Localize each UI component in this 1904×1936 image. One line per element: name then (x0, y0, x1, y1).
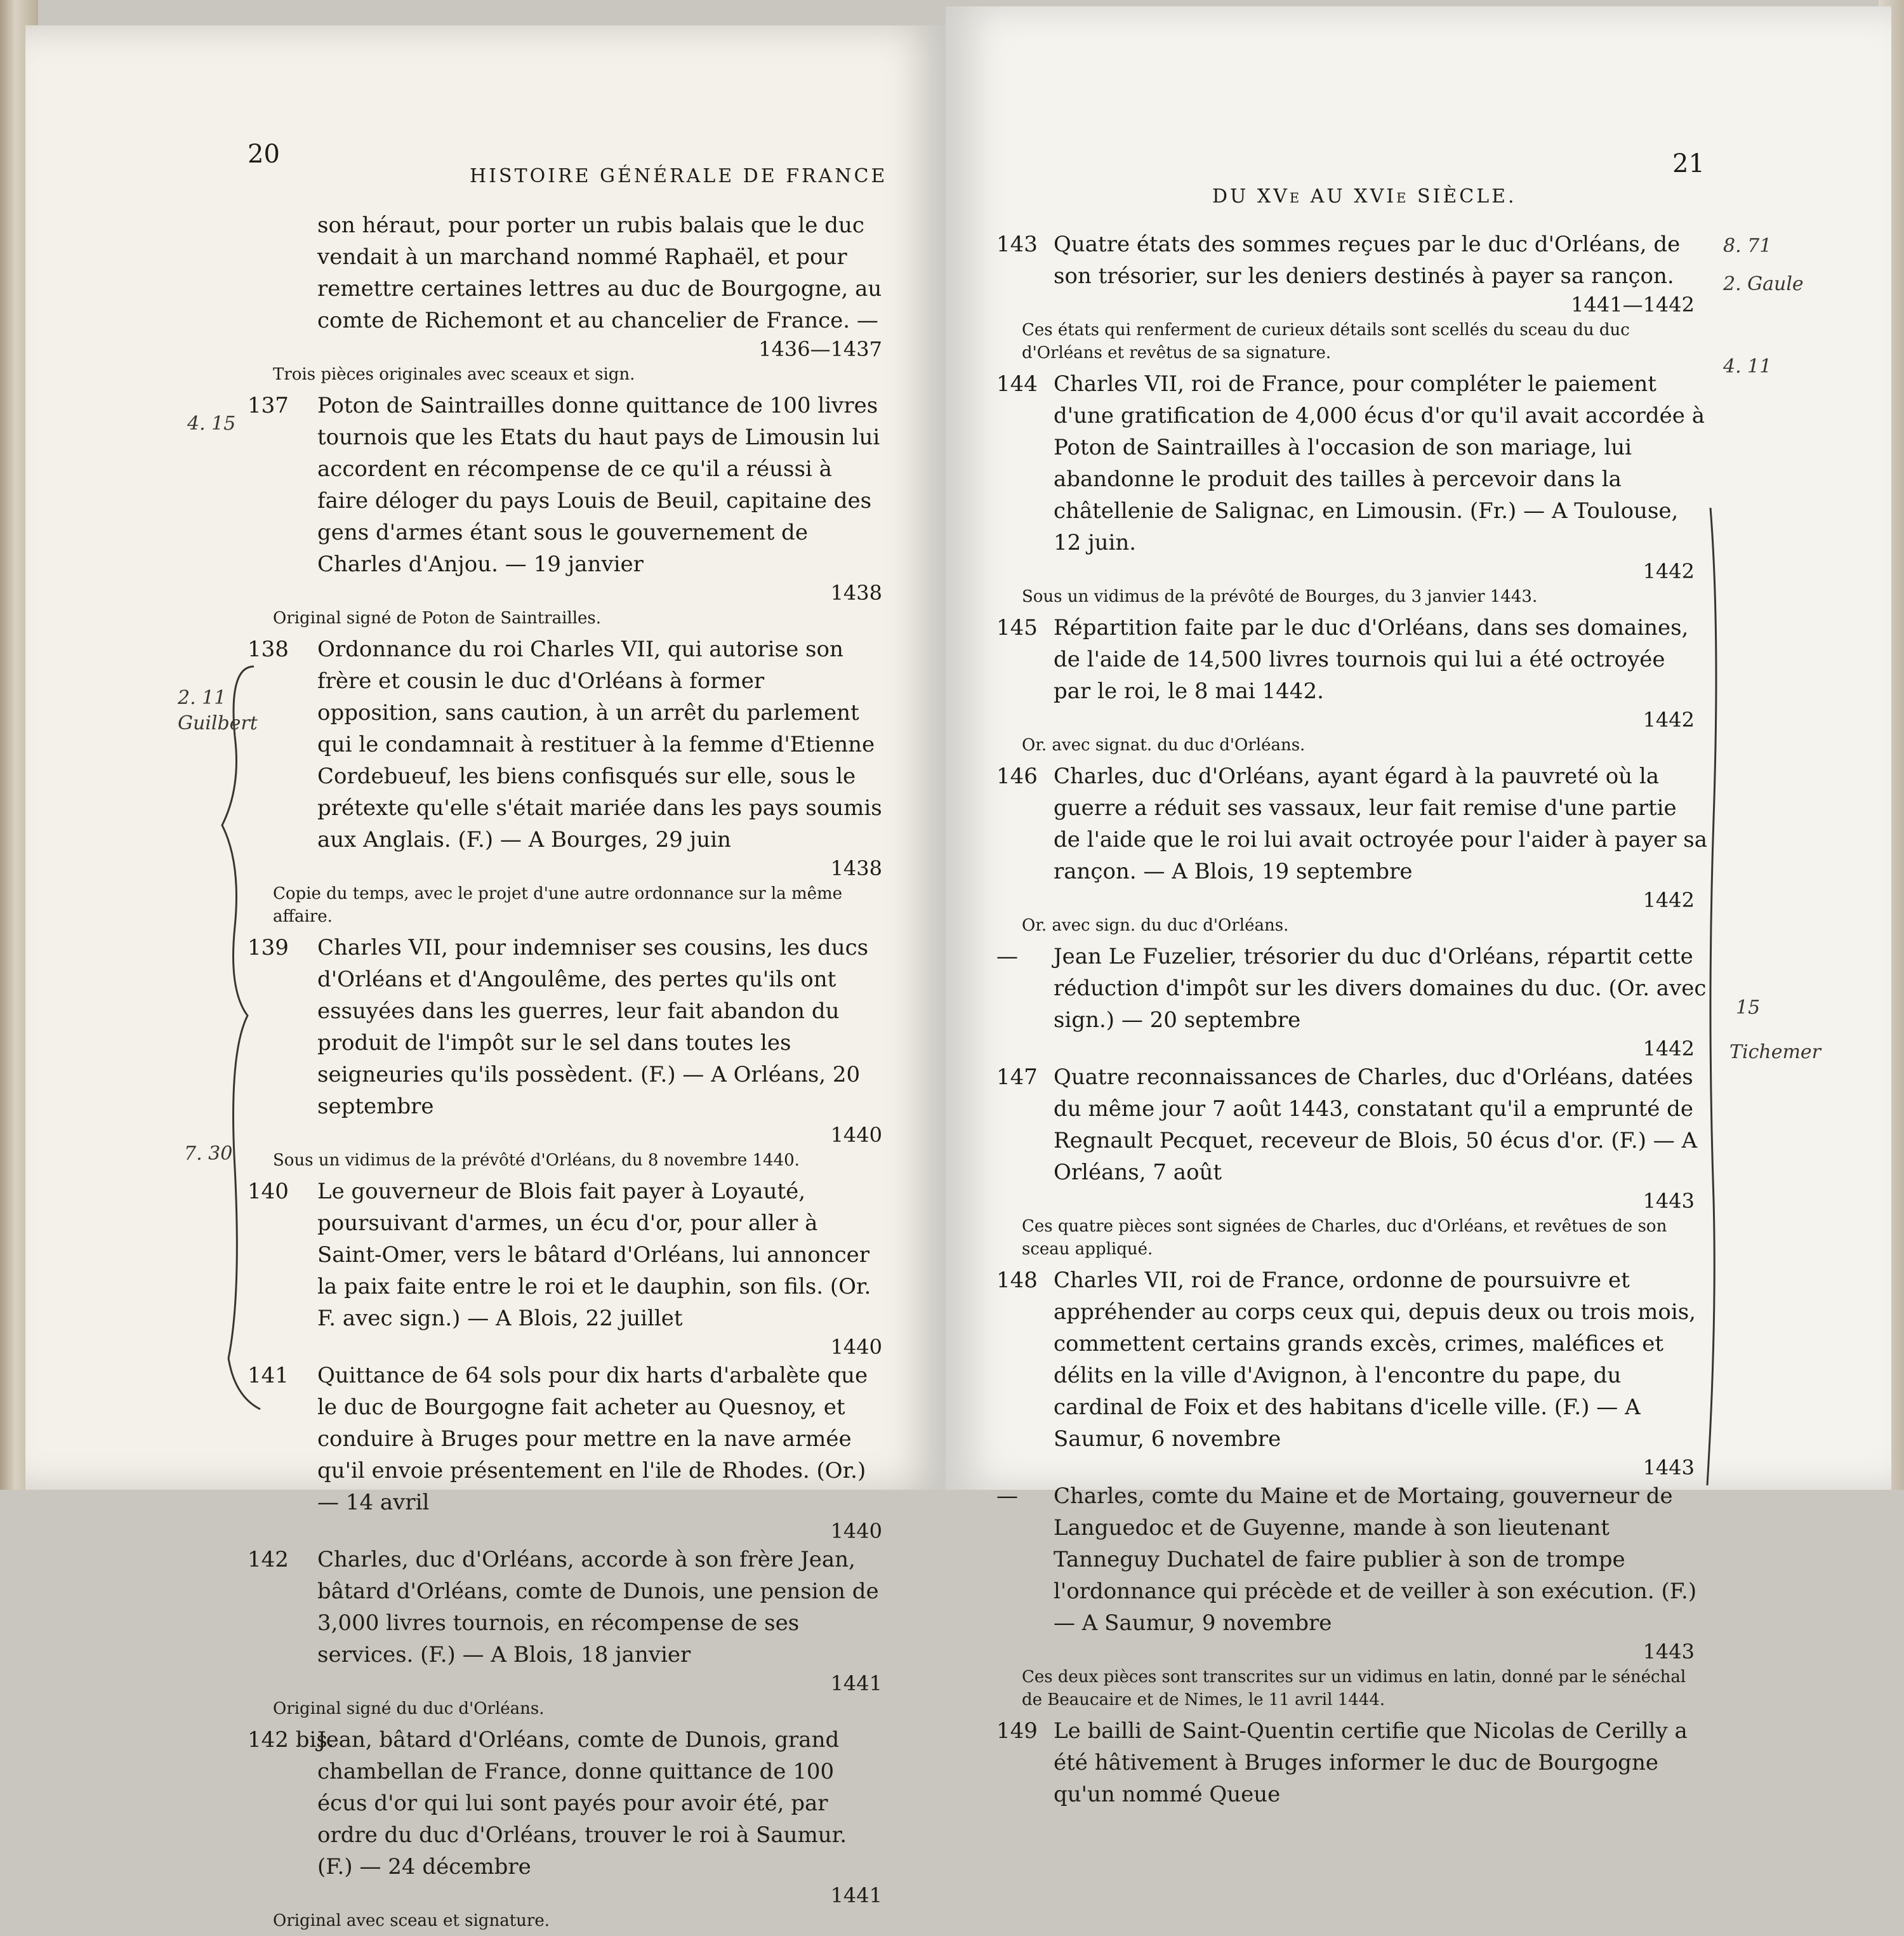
entry-date: 1440 (830, 1519, 882, 1543)
catalogue-entry (248, 1544, 889, 1720)
entry-date: 1442 (1643, 888, 1695, 912)
entry-number: 144 (996, 371, 1038, 397)
right-running-head: DU XVe AU XVIe SIÈCLE. (1212, 185, 1517, 208)
opening-note: Trois pièces originales avec sceaux et sign. (273, 365, 635, 384)
entry-note: Ces états qui renferment de curieux détails sont scellés du sceau du duc d'Orléans et revêtus de sa signature. (1022, 321, 1630, 362)
catalogue-entry (996, 229, 1707, 364)
entry-date: 1440 (830, 1335, 882, 1359)
catalogue-entry (248, 633, 889, 928)
entry-note: Sous un vidimus de la prévôté d'Orléans, du 8 novembre 1440. (273, 1151, 800, 1170)
catalogue-entry (996, 941, 1707, 1061)
entry-note: Original signé du duc d'Orléans. (273, 1699, 545, 1718)
right-page-number: 21 (1672, 149, 1705, 178)
catalogue-entry (248, 1176, 889, 1360)
entry-number: — (996, 944, 1018, 969)
entry-number: 141 (248, 1363, 289, 1388)
entry-text: Charles, comte du Maine et de Mortaing, gouverneur de Languedoc et de Guyenne, mande à son lieutenant Tanneguy Duchatel de faire publier à son de trompe l'ordonnance qui précède et de veiller à son exécution. (F.) — A Saumur, 9 novembre (1054, 1483, 1697, 1636)
entry-text: Ordonnance du roi Charles VII, qui autorise son frère et cousin le duc d'Orléans à former opposition, sans caution, à un arrêt du parlement qui le condamnait à restituer à la femme d'Etienne Cordebueuf, les biens confisqués sur elle, sous le prétexte qu'elle s'était mariée dans les pays soumis aux Anglais. (F.) — A Bourges, 29 juin (317, 637, 882, 852)
entry-number: 137 (248, 393, 289, 418)
entry-text: Le gouverneur de Blois fait payer à Loyauté, poursuivant d'armes, un écu d'or, pour aller à Saint-Omer, vers le bâtard d'Orléans, lui annoncer la paix faite entre le roi et le dauphin, son fils. (Or. F. avec sign.) — A Blois, 22 juillet (317, 1179, 871, 1331)
entry-text: Charles VII, roi de France, ordonne de poursuivre et appréhender au corps ceux qui, depuis deux ou trois mois, commettent certains grands excès, crimes, maléfices et délits en la ville d'Avignon, à l'encontre du pape, du cardinal de Foix et des habitans d'icelle ville. (F.) — A Saumur, 6 novembre (1054, 1268, 1696, 1452)
margin-annotation: 4. 11 (1723, 355, 1772, 378)
catalogue-entry (996, 368, 1707, 608)
entry-text: Charles, duc d'Orléans, ayant égard à la pauvreté où la guerre a réduit ses vassaux, leur fait remise d'une partie de l'aide que le roi lui avait octroyée pour l'aider à payer sa rançon. — A Blois, 19 septembre (1054, 764, 1707, 884)
entry-number: 146 (996, 764, 1038, 789)
catalogue-entry (996, 1715, 1707, 1810)
entry-text: Quatre états des sommes reçues par le duc d'Orléans, de son trésorier, sur les deniers destinés à payer sa rançon. (1054, 232, 1681, 289)
catalogue-entry (996, 1264, 1707, 1480)
catalogue-entry (996, 1480, 1707, 1711)
entry-text: Quatre reconnaissances de Charles, duc d'Orléans, datées du même jour 7 août 1443, constatant qu'il a emprunté de Regnault Pecquet, receveur de Blois, 50 écus d'or. (F.) — A Orléans, 7 août (1054, 1064, 1698, 1185)
catalogue-entry (248, 1360, 889, 1544)
catalogue-entry (996, 760, 1707, 937)
entry-date: 1441 (830, 1671, 882, 1695)
margin-annotation: 2. 11 Guilbert (178, 687, 258, 734)
entry-note: Ces quatre pièces sont signées de Charles, duc d'Orléans, et revêtues de son sceau appliqué. (1022, 1217, 1667, 1259)
catalogue-entry (248, 1724, 889, 1932)
catalogue-entry (996, 612, 1707, 757)
entry-note: Copie du temps, avec le projet d'une autre ordonnance sur la même affaire. (273, 884, 843, 926)
entry-date: 1442 (1643, 708, 1695, 732)
entry-date: 1438 (830, 856, 882, 880)
entry-date: 1443 (1643, 1455, 1695, 1480)
entry-number: 138 (248, 637, 289, 662)
margin-annotation: 8. 71 (1723, 235, 1772, 257)
entry-note: Or. avec sign. du duc d'Orléans. (1022, 916, 1289, 935)
entry-note: Original signé de Poton de Saintrailles. (273, 609, 602, 628)
entry-date: 1441 (830, 1883, 882, 1907)
margin-annotation: 2. Gaule (1723, 273, 1804, 295)
entry-date: 1442 (1643, 1037, 1695, 1061)
entry-number: 148 (996, 1268, 1038, 1293)
entry-text: Répartition faite par le duc d'Orléans, dans ses domaines, de l'aide de 14,500 livres tournois qui lui a été octroyée par le roi, le 8 mai 1442. (1054, 615, 1689, 704)
entry-date: 1438 (830, 581, 882, 605)
entry-note: Ces deux pièces sont transcrites sur un vidimus en latin, donné par le sénéchal de Beaucaire et de Nimes, le 11 avril 1444. (1022, 1667, 1686, 1709)
entry-text: Quittance de 64 sols pour dix harts d'arbalète que le duc de Bourgogne fait acheter au Quesnoy, et conduire à Bruges pour mettre en la nave armée qu'il envoie présentement en l'ile de Rhodes. (Or.) — 14 avril (317, 1363, 868, 1515)
catalogue-entry (996, 1061, 1707, 1261)
entry-text: Charles, duc d'Orléans, accorde à son frère Jean, bâtard d'Orléans, comte de Dunois, une pension de 3,000 livres tournois, en récompense de ses services. (F.) — A Blois, 18 janvier (317, 1547, 879, 1667)
entry-note: Sous un vidimus de la prévôté de Bourges, du 3 janvier 1443. (1022, 587, 1538, 606)
margin-annotation: 15 (1736, 997, 1761, 1019)
entry-text: Poton de Saintrailles donne quittance de 100 livres tournois que les Etats du haut pays de Limousin lui accordent en récompense de ce qu'il a réussi à faire déloger du pays Louis de Beuil, capitaine des gens d'armes étant sous le gouvernement de Charles d'Anjou. — 19 janvier (317, 393, 880, 577)
entry-number: 149 (996, 1718, 1038, 1744)
right-page (946, 6, 1891, 1807)
entry-date: 1441—1442 (1571, 293, 1695, 317)
entry-number: 143 (996, 232, 1038, 257)
entry-date: 1442 (1643, 559, 1695, 583)
entry-text: Jean, bâtard d'Orléans, comte de Dunois, grand chambellan de France, donne quittance de 100 écus d'or qui lui sont payés pour avoir été, par ordre du duc d'Orléans, trouver le roi à Saumur. (F.) — 24 décembre (317, 1727, 847, 1880)
entry-number: 139 (248, 935, 289, 960)
opening-entry (248, 209, 889, 386)
entry-number: 147 (996, 1064, 1038, 1090)
opening-date: 1436—1437 (758, 337, 882, 361)
entry-date: 1443 (1643, 1189, 1695, 1213)
left-page-number: 20 (248, 140, 280, 169)
entry-number: 142 (248, 1547, 289, 1572)
entry-text: Charles VII, pour indemniser ses cousins, les ducs d'Orléans et d'Angoulême, des pertes qu'ils ont essuyées dans les guerres, leur fait abandon du produit de l'impôt sur le sel dans toutes les seigneuries qu'ils possèdent. (F.) — A Orléans, 20 septembre (317, 935, 869, 1119)
catalogue-entry (248, 390, 889, 630)
entry-text: Charles VII, roi de France, pour compléter le paiement d'une gratification de 4,000 écus d'or qu'il avait accordée à Poton de Saintrailles à l'occasion de son mariage, lui abandonne le produit des tailles à percevoir dans la châtellenie de Salignac, en Limousin. (Fr.) — A Toulouse, 12 juin. (1054, 371, 1705, 555)
entry-number: 145 (996, 615, 1038, 640)
entry-date: 1443 (1643, 1640, 1695, 1664)
catalogue-entry (248, 932, 889, 1172)
entry-date: 1440 (830, 1123, 882, 1147)
left-running-head: HISTOIRE GÉNÉRALE DE FRANCE (470, 165, 888, 187)
entry-number: 140 (248, 1179, 289, 1204)
entry-number: 142 bis. (248, 1727, 334, 1753)
left-column (248, 209, 889, 1936)
entry-note: Or. avec signat. du duc d'Orléans. (1022, 736, 1306, 755)
entry-note: Original avec sceau et signature. (273, 1911, 550, 1930)
margin-annotation: 4. 15 (187, 413, 236, 435)
right-column (996, 229, 1707, 1810)
entry-text: Le bailli de Saint-Quentin certifie que Nicolas de Cerilly a été hâtivement à Bruges informer le duc de Bourgogne qu'un nommé Queue (1054, 1718, 1688, 1807)
left-page (25, 25, 946, 1930)
margin-annotation: Tichemer (1729, 1041, 1821, 1063)
margin-annotation: 7. 30 (184, 1143, 233, 1165)
entry-text: Jean Le Fuzelier, trésorier du duc d'Orléans, répartit cette réduction d'impôt sur les divers domaines du duc. (Or. avec sign.) — 20 septembre (1054, 944, 1707, 1033)
opening-text: son héraut, pour porter un rubis balais que le duc vendait à un marchand nommé Raphaël, et pour remettre certaines lettres au duc de Bourgogne, au comte de Richemont et au chancelier de France. — (317, 213, 882, 333)
entry-number: — (996, 1483, 1018, 1509)
